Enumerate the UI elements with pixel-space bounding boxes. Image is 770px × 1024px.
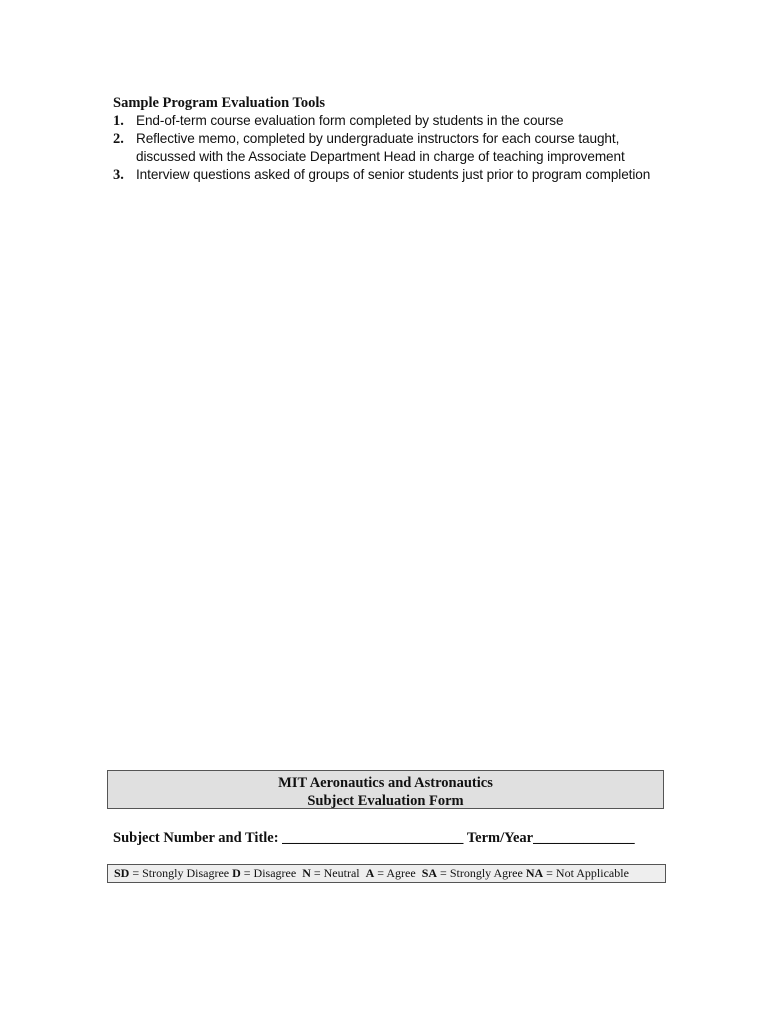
- form-title-box: [107, 770, 664, 809]
- legend-code: A: [365, 866, 375, 880]
- evaluation-tools-list: [113, 112, 673, 184]
- form-subtitle: Subject Evaluation Form: [307, 793, 464, 809]
- form-title: MIT Aeronautics and Astronautics: [278, 775, 493, 791]
- item-number: 1.: [113, 113, 124, 129]
- subject-number-title-field[interactable]: Subject Number and Title: _________________________: [113, 830, 464, 846]
- list-item: [113, 112, 673, 130]
- legend-code: D: [232, 866, 241, 880]
- legend-code: SA: [421, 866, 438, 880]
- section-heading: Sample Program Evaluation Tools: [113, 95, 326, 111]
- legend-meaning: = Agree: [374, 866, 422, 880]
- item-text: End-of-term course evaluation form completed by students in the course: [136, 113, 564, 128]
- list-item: [113, 166, 673, 184]
- item-number: 3.: [113, 167, 124, 183]
- item-text: Reflective memo, completed by undergraduate instructors for each course taught, discussed with the Associate Department Head in charge of teaching improvement: [136, 131, 625, 164]
- term-year-field[interactable]: Term/Year______________: [466, 830, 635, 846]
- legend-code: SD: [114, 866, 130, 880]
- legend-meaning: = Neutral: [310, 866, 366, 880]
- item-text: Interview questions asked of groups of senior students just prior to program completion: [136, 167, 651, 182]
- legend-code: N: [302, 866, 311, 880]
- legend-code: NA: [525, 866, 544, 880]
- legend-meaning: = Not Applicable: [543, 866, 629, 880]
- legend-meaning: = Strongly Disagree: [129, 866, 233, 880]
- rating-legend: [107, 864, 666, 883]
- legend-meaning: = Strongly Agree: [437, 866, 526, 880]
- item-number: 2.: [113, 131, 124, 147]
- subject-line: [113, 829, 635, 847]
- legend-meaning: = Disagree: [240, 866, 303, 880]
- list-item: [113, 130, 673, 166]
